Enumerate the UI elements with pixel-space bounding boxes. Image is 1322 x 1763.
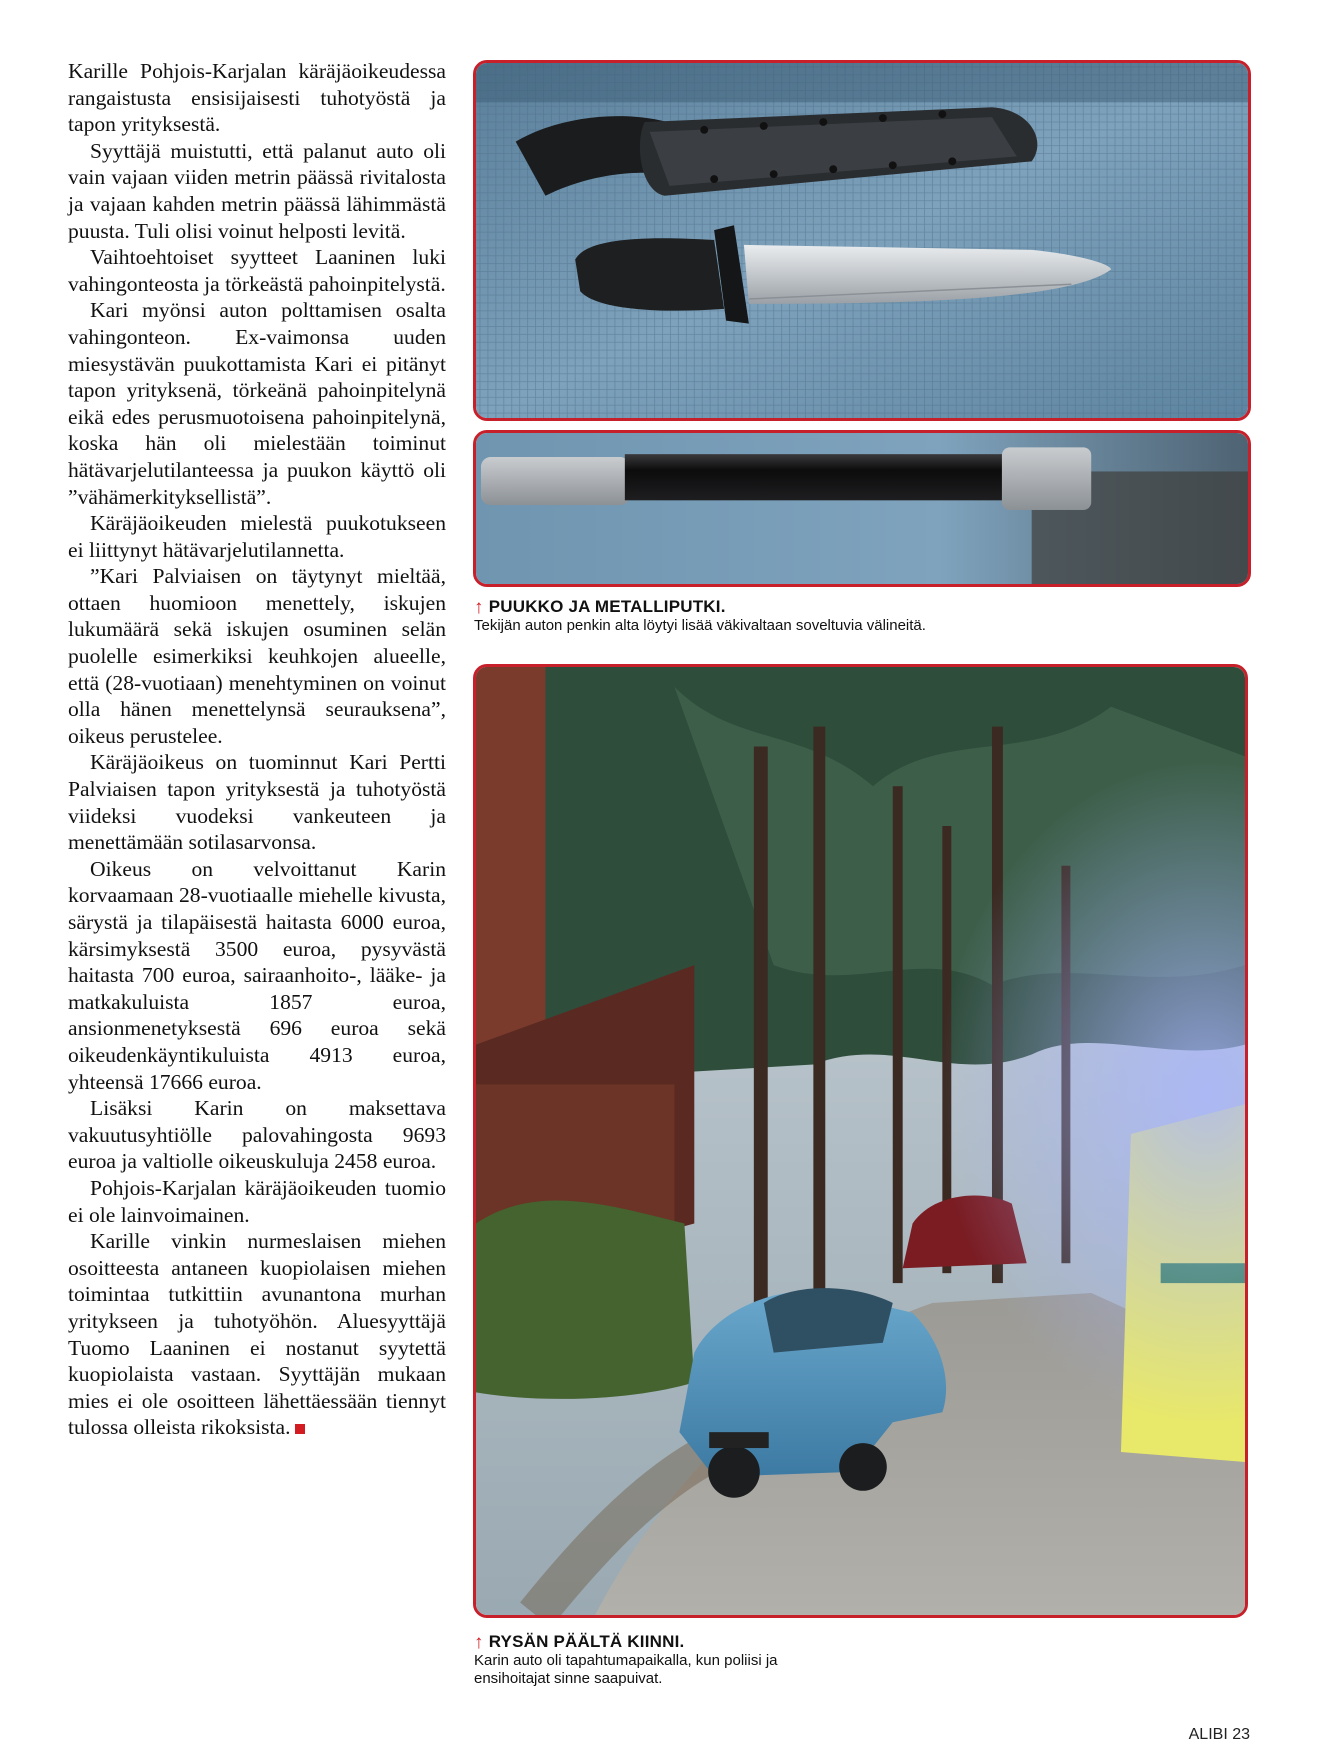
caption-car [474,1632,834,1688]
end-mark-icon [295,1424,305,1434]
page-number: ALIBI 23 [1188,1726,1250,1743]
article-paragraph: Lisäksi Karin on maksettava vakuutusyhtiölle palovahingosta 9693 euroa ja valtiolle oikeuskuluja 2458 euroa. [68,1096,446,1174]
pipe-illustration [476,433,1248,584]
caption-text: Tekijän auton penkin alta löytyi lisää väkivaltaan soveltuvia välineitä. [474,617,926,634]
knife-illustration [476,63,1248,418]
article-paragraph-last [68,1228,446,1441]
arrow-up-icon: ↑ [474,596,484,618]
car-scene-illustration [476,667,1245,1615]
caption-title-row [474,597,1234,617]
caption-text: Karin auto oli tapahtumapaikalla, kun poliisi ja ensihoitajat sinne saapuivat. [474,1652,778,1687]
arrow-up-icon: ↑ [474,1631,484,1653]
article-paragraph: Kari myönsi auton polttamisen osalta vahingonteon. Ex-vaimonsa uuden miesystävän puukottamista Kari ei pitänyt tapon yrityksenä, törkeänä pahoinpitelynä eikä edes perusmuotoisena pahoinpitelynä, koska hän oli mielestään toiminut hätävarjelutilanteessa ja puukon käyttö oli ”vähämerkityksellistä”. [68,298,446,509]
article-paragraph: ”Kari Palviaisen on täytynyt mieltää, ottaen huomioon menettely, iskujen lukumäärä sekä iskujen osuminen selän puolelle esimerkiksi keuhkojen alueelle, että (28-vuotiaan) menehtyminen on voinut olla hänen menettelynsä seurauksena”, oikeus perustelee. [68,564,446,748]
article-paragraph: Käräjäoikeuden mielestä puukotukseen ei liittynyt hätävarjelutilannetta. [68,511,446,562]
article-body [68,58,446,1441]
photo-knife [473,60,1251,421]
article-paragraph: Oikeus on velvoittanut Karin korvaamaan 28-vuotiaalle miehelle kivusta, särystä ja tilapäisestä haitasta 6000 euroa, kärsimyksestä 3500 euroa, pysyvästä haitasta 700 euroa, sairaanhoito-, lääke- ja matkakuluista 1857 euroa, ansionmenetyksestä 696 euroa sekä oikeudenkäyntikuluista 4913 euroa, yhteensä 17666 euroa. [68,856,446,1094]
caption-title-row [474,1632,834,1652]
photo-car [473,664,1248,1618]
article-paragraph: Karille Pohjois-Karjalan käräjäoikeudessa rangaistusta ensisijaisesti tuhotyöstä ja tapon yrityksestä. [68,59,446,137]
caption-knife [474,597,1234,635]
article-paragraph: Pohjois-Karjalan käräjäoikeuden tuomio ei ole lainvoimainen. [68,1175,446,1227]
caption-title: RYSÄN PÄÄLTÄ KIINNI. [488,1632,685,1651]
article-paragraph: Syyttäjä muistutti, että palanut auto oli vain vajaan viiden metrin päässä rivitalosta ja vajaan kahden metrin päässä lähimmästä puusta. Tuli olisi voinut helposti levitä. [68,138,446,243]
photo-pipe [473,430,1251,587]
caption-title: PUUKKO JA METALLIPUTKI. [488,597,726,616]
article-paragraph: Vaihtoehtoiset syytteet Laaninen luki vahingonteosta ja törkeästä pahoinpitelystä. [68,245,446,296]
article-paragraph-text: Karille vinkin nurmeslaisen miehen osoitteesta antaneen kuopiolaisen miehen toimintaa tutkittiin avunantona murhan yritykseen ja tuhotyöhön. Aluesyyttäjä Tuomo Laaninen ei nostanut syytettä kuopiolaista vastaan. Syyttäjän mukaan mies ei ole osoitteen lähettäessään tiennyt tulossa olleista rikoksista. [68,1229,446,1440]
article-paragraph: Käräjäoikeus on tuominnut Kari Pertti Palviaisen tapon yrityksestä ja tuhotyöstä viideksi vuodeksi vankeuteen ja menettämään sotilasarvonsa. [68,750,446,855]
